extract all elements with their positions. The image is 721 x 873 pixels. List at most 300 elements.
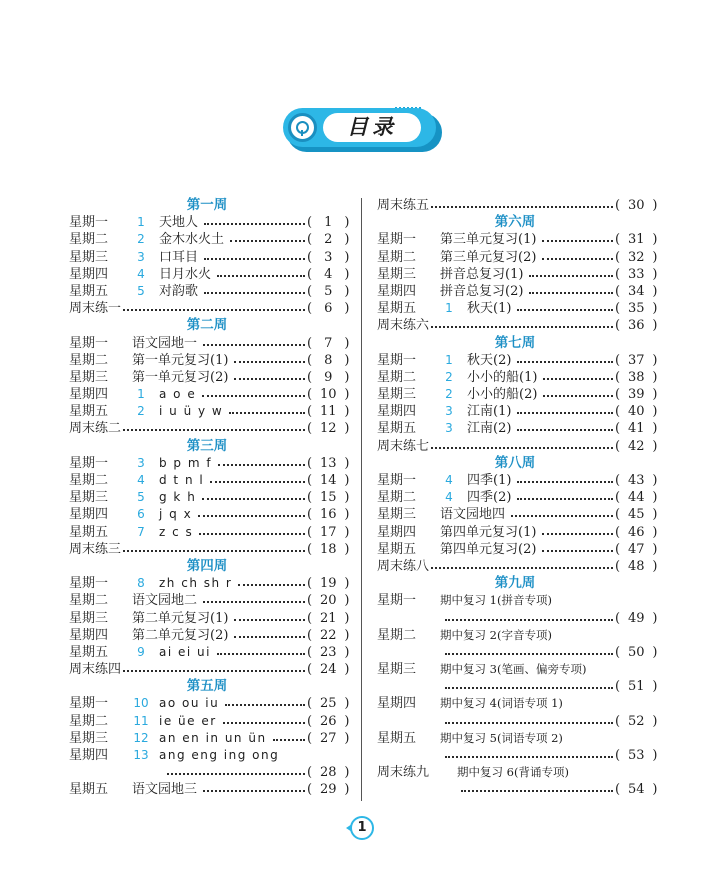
toc-entry (377, 266, 658, 283)
page-ref: ( 42 ) (615, 438, 658, 454)
week-heading: 第九周 (494, 575, 536, 592)
page-ref-number: 53 (627, 748, 645, 763)
dot-leader (529, 292, 613, 294)
entry-day: 星期二 (377, 490, 417, 506)
page-ref: ( 32 ) (615, 249, 658, 265)
toc-entry (377, 764, 653, 781)
dot-leader (445, 756, 613, 758)
toc-entry (69, 352, 350, 369)
entry-title: 秋天(1) (467, 301, 512, 317)
dot-leader (199, 533, 305, 535)
week-heading: 第六周 (494, 214, 536, 231)
lesson-number: 4 (137, 266, 145, 281)
page-ref-number: 17 (319, 524, 337, 540)
entry-day: 星期五 (69, 283, 109, 299)
toc-entry (69, 661, 350, 678)
page-ref-number: 35 (627, 301, 645, 317)
entry-day: 周末练一 (69, 301, 122, 317)
entry-day: 星期一 (69, 335, 109, 351)
page-ref: ( 39 ) (615, 387, 658, 403)
toc-entry (69, 420, 350, 437)
entry-day: 星期五 (377, 730, 417, 746)
page-ref: ( 14 ) (307, 473, 350, 488)
toc-entry (69, 541, 350, 558)
toc-entry (377, 541, 658, 558)
entry-title: a o e (159, 387, 197, 402)
entry-day: 星期五 (69, 644, 109, 660)
dot-leader (234, 636, 305, 638)
page-ref: ( 37 ) (615, 352, 658, 368)
toc-entry (69, 231, 350, 248)
title-badge (283, 108, 443, 153)
week-heading: 第四周 (186, 557, 228, 574)
page-ref: ( 54 ) (615, 782, 658, 798)
toc-entry (69, 472, 350, 489)
page-ref: ( 25 ) (307, 696, 350, 712)
week-heading: 第五周 (186, 678, 228, 695)
dot-leader (517, 361, 613, 363)
page-ref-number: 52 (627, 713, 645, 729)
entry-day: 星期五 (69, 404, 109, 420)
page-ref-number: 43 (627, 473, 645, 488)
dot-leader (542, 533, 613, 535)
entry-day: 星期二 (69, 713, 109, 729)
page-ref: ( 46 ) (615, 524, 658, 540)
entry-day: 星期二 (377, 249, 417, 265)
dot-leader (203, 601, 305, 603)
toc-entry (69, 489, 350, 506)
toc-entry (69, 506, 350, 523)
toc-entry (377, 352, 658, 369)
lesson-number: 4 (445, 473, 453, 487)
entry-day: 星期三 (377, 662, 417, 678)
page-ref-number: 47 (627, 541, 645, 557)
entry-day: 星期三 (69, 730, 109, 746)
dot-leader (204, 223, 305, 225)
page-ref-number: 14 (319, 473, 337, 488)
page-ref-number: 10 (319, 387, 337, 403)
page-ref: ( 30 ) (615, 198, 658, 213)
page-ref-number: 22 (319, 627, 337, 643)
page-ref: ( 34 ) (615, 283, 658, 299)
toc-entry (69, 781, 350, 798)
entry-title: j q x (159, 507, 193, 522)
entry-day: 星期三 (69, 610, 109, 626)
dot-leader (223, 722, 305, 724)
entry-title: b p m f (159, 455, 213, 470)
page-ref-number: 19 (319, 576, 337, 592)
entry-title: 天地人 (159, 215, 199, 231)
lesson-number: 2 (137, 404, 145, 419)
dot-leader (517, 429, 613, 431)
entry-day: 周末练六 (377, 318, 430, 334)
toc-entry (69, 335, 350, 352)
page-ref: ( 4 ) (307, 266, 350, 282)
dot-leader (431, 206, 613, 208)
entry-day: 星期二 (377, 627, 417, 643)
toc-entry-continued (377, 610, 658, 627)
page-ref: ( 45 ) (615, 507, 658, 523)
entry-day: 星期五 (69, 524, 109, 540)
page-ref-number: 11 (319, 404, 337, 420)
toc-entry (377, 627, 653, 644)
toc-entry (377, 231, 658, 248)
page-ref-number: 39 (627, 387, 645, 403)
lesson-number: 10 (133, 696, 149, 711)
page-ref: ( 18 ) (307, 541, 350, 557)
entry-title: 对韵歌 (159, 283, 199, 299)
dot-leader (203, 790, 305, 792)
toc-entry (377, 369, 658, 386)
toc-entry (69, 575, 350, 592)
dot-leader (230, 240, 305, 242)
toc-entry (69, 283, 350, 300)
page-ref-number: 51 (627, 679, 645, 695)
page-ref: ( 41 ) (615, 421, 658, 437)
column-divider (361, 198, 362, 801)
dot-leader (202, 498, 305, 500)
entry-day: 周末练二 (69, 421, 122, 437)
dot-leader (123, 309, 305, 311)
dot-leader (204, 292, 305, 294)
entry-day: 星期三 (69, 249, 109, 265)
entry-day: 星期五 (377, 421, 417, 437)
entry-title: z c s (159, 524, 194, 539)
entry-title: 第一单元复习(2) (132, 369, 229, 385)
entry-day: 星期四 (69, 627, 109, 643)
entry-title: 日月水火 (159, 266, 212, 282)
entry-title: 拼音总复习(1) (440, 266, 524, 282)
page-ref-number: 23 (319, 644, 337, 660)
toc-entry (69, 644, 350, 661)
page-ref: ( 19 ) (307, 576, 350, 592)
entry-title: 四季(1) (467, 473, 512, 488)
page-ref: ( 51 ) (615, 679, 658, 695)
entry-title: d t n l (159, 473, 205, 487)
entry-title: 小小的船(2) (467, 387, 538, 403)
entry-day: 星期一 (69, 696, 109, 712)
dot-leader (542, 550, 613, 552)
entry-title: 期中复习 3(笔画、偏旁专项) (440, 662, 587, 677)
entry-day: 星期四 (377, 404, 417, 420)
entry-title: 第四单元复习(2) (440, 541, 537, 557)
dot-leader (225, 704, 305, 706)
dot-leader (445, 619, 613, 621)
toc-entry (377, 386, 658, 403)
page-ref-number: 7 (324, 335, 333, 351)
toc-entry (69, 695, 350, 712)
entry-title: 第三单元复习(2) (440, 249, 537, 265)
entry-title: 第二单元复习(2) (132, 627, 229, 643)
page-ref: ( 50 ) (615, 644, 658, 660)
lesson-number: 8 (137, 576, 145, 591)
dot-leader (543, 395, 613, 397)
page-ref: ( 2 ) (307, 232, 350, 248)
entry-day: 星期一 (377, 232, 417, 248)
dot-leader (210, 481, 305, 483)
dot-leader (445, 722, 613, 724)
page-ref: ( 31 ) (615, 232, 658, 248)
page-ref-number: 8 (324, 352, 333, 368)
entry-title: 期中复习 1(拼音专项) (440, 593, 552, 608)
page-ref: ( 11 ) (307, 404, 350, 420)
dot-leader (517, 498, 613, 500)
dot-leader (431, 447, 613, 449)
page-ref-number: 9 (324, 369, 333, 385)
page-ref-number: 29 (319, 782, 337, 798)
entry-title: 语文园地三 (132, 782, 198, 798)
page-ref: ( 28 ) (307, 765, 350, 781)
page-ref-number: 31 (627, 232, 645, 248)
lesson-number: 3 (445, 421, 453, 436)
page-ref-number: 37 (627, 352, 645, 368)
page-ref: ( 6 ) (307, 301, 350, 317)
dot-leader (204, 258, 305, 260)
lesson-number: 3 (137, 249, 145, 264)
page-ref-number: 49 (627, 610, 645, 626)
toc-entry (69, 455, 350, 472)
entry-title: ao ou iu (159, 696, 220, 711)
toc-right-column (377, 197, 658, 799)
page-ref: ( 10 ) (307, 387, 350, 403)
dot-leader (234, 619, 305, 621)
toc-entry (69, 403, 350, 420)
toc-entry (69, 627, 350, 644)
entry-day: 周末练三 (69, 541, 122, 557)
page-ref: ( 22 ) (307, 627, 350, 643)
entry-day: 星期四 (69, 748, 109, 763)
entry-day: 星期一 (69, 215, 109, 231)
entry-title: 第三单元复习(1) (440, 232, 537, 248)
toc-entry (377, 249, 658, 266)
page-ref-number: 2 (324, 232, 333, 248)
lesson-number: 12 (133, 730, 149, 745)
entry-title: an en in un ün (159, 730, 267, 745)
toc-entry (69, 747, 345, 764)
week-heading: 第七周 (494, 334, 536, 351)
dot-leader (431, 326, 613, 328)
entry-title: 期中复习 6(背诵专项) (457, 765, 569, 780)
entry-day: 星期一 (69, 455, 109, 471)
entry-day: 星期三 (69, 369, 109, 385)
page-ref-number: 45 (627, 507, 645, 523)
page-ref: ( 36 ) (615, 318, 658, 334)
toc-entry (377, 283, 658, 300)
dot-leader (217, 653, 305, 655)
lesson-number: 1 (445, 352, 453, 367)
page-ref-number: 48 (627, 558, 645, 574)
page-ref: ( 40 ) (615, 404, 658, 420)
page-ref: ( 7 ) (307, 335, 350, 351)
page-ref-number: 24 (319, 662, 337, 678)
toc-entry (69, 730, 350, 747)
dot-leader (431, 567, 613, 569)
page-ref: ( 47 ) (615, 541, 658, 557)
entry-day: 星期二 (69, 232, 109, 248)
page-ref: ( 44 ) (615, 490, 658, 506)
entry-title: 第四单元复习(1) (440, 524, 537, 540)
entry-day: 星期一 (377, 473, 417, 488)
lesson-number: 11 (133, 713, 149, 728)
dot-leader (517, 412, 613, 414)
page-ref: ( 13 ) (307, 455, 350, 471)
toc-entry (69, 713, 350, 730)
entry-day: 周末练五 (377, 198, 430, 213)
toc-entry (377, 403, 658, 420)
page-ref-number: 54 (627, 782, 645, 798)
lesson-number: 2 (445, 387, 453, 402)
entry-day: 星期四 (69, 266, 109, 282)
entry-day: 星期三 (69, 490, 109, 506)
page-ref: ( 24 ) (307, 662, 350, 678)
toc-entry (377, 524, 658, 541)
toc-entry-continued (377, 678, 658, 695)
toc-entry (377, 489, 658, 506)
lesson-number: 4 (137, 473, 145, 487)
lesson-number: 1 (445, 301, 453, 316)
page-ref-number: 33 (627, 266, 645, 282)
toc-entry (377, 695, 653, 712)
entry-title: 小小的船(1) (467, 369, 538, 385)
toc-entry (377, 472, 658, 489)
lesson-number: 2 (137, 232, 145, 247)
toc-entry (377, 317, 658, 334)
page-ref-number: 50 (627, 644, 645, 660)
dot-leader (217, 275, 305, 277)
dot-leader (123, 429, 305, 431)
dot-leader (461, 790, 613, 792)
lesson-number: 3 (137, 455, 145, 470)
dot-leader (238, 584, 305, 586)
entry-day: 周末练四 (69, 662, 122, 678)
page-ref-number: 21 (319, 610, 337, 626)
dot-leader (202, 395, 305, 397)
entry-day: 星期四 (69, 507, 109, 523)
page-ref-number: 28 (319, 765, 337, 781)
title-label-box (323, 113, 421, 142)
toc-left-column (69, 197, 350, 799)
toc-entry-continued (377, 781, 658, 798)
page-ref-number: 5 (324, 283, 333, 299)
week-heading: 第三周 (186, 437, 228, 454)
page-title: 目录 (347, 115, 397, 139)
toc-entry (69, 386, 350, 403)
keyhole-icon (288, 113, 317, 142)
page-ref-number: 44 (627, 490, 645, 506)
page-ref: ( 49 ) (615, 610, 658, 626)
page-ref: ( 16 ) (307, 507, 350, 523)
dot-leader (229, 412, 305, 414)
dot-leader (543, 378, 613, 380)
entry-day: 星期四 (69, 387, 109, 403)
entry-title: 四季(2) (467, 490, 512, 506)
entry-title: 第二单元复习(1) (132, 610, 229, 626)
page-ref-number: 4 (324, 266, 333, 282)
page-ref: ( 17 ) (307, 524, 350, 540)
toc-entry-continued (377, 747, 658, 764)
toc-entry (377, 300, 658, 317)
toc-entry-continued (377, 644, 658, 661)
page-ref: ( 52 ) (615, 713, 658, 729)
entry-title: 金木水火土 (159, 232, 225, 248)
lesson-number: 1 (137, 215, 145, 230)
page-ref: ( 43 ) (615, 473, 658, 488)
entry-title: 期中复习 2(字音专项) (440, 627, 552, 642)
toc-entry (69, 266, 350, 283)
toc-entry (69, 369, 350, 386)
page-ref: ( 26 ) (307, 713, 350, 729)
toc-entry (377, 661, 653, 678)
page-ref-number: 1 (324, 215, 333, 231)
week-heading: 第八周 (494, 454, 536, 471)
entry-day: 星期三 (377, 266, 417, 282)
toc-entry (69, 249, 350, 266)
page-ref-number: 15 (319, 490, 337, 506)
page-ref: ( 35 ) (615, 301, 658, 317)
lesson-number: 9 (137, 644, 145, 659)
page-ref: ( 29 ) (307, 782, 350, 798)
dot-leader (445, 653, 613, 655)
entry-day: 星期一 (377, 593, 417, 609)
entry-day: 星期一 (69, 576, 109, 592)
page-ref-number: 46 (627, 524, 645, 540)
page-ref: ( 38 ) (615, 369, 658, 385)
entry-title: 期中复习 4(词语专项 1) (440, 696, 563, 711)
entry-title: ang eng ing ong (159, 748, 280, 762)
toc-entry (69, 524, 350, 541)
entry-title: zh ch sh r (159, 576, 233, 591)
page-ref-number: 41 (627, 421, 645, 437)
entry-day: 星期五 (377, 541, 417, 557)
entry-title: 语文园地一 (132, 335, 198, 351)
page-ref-number: 27 (319, 730, 337, 746)
lesson-number: 3 (445, 404, 453, 419)
entry-day: 星期五 (377, 301, 417, 317)
dot-leader (273, 739, 305, 741)
toc-entry (69, 610, 350, 627)
page-ref-number: 3 (324, 249, 333, 265)
entry-title: 口耳目 (159, 249, 199, 265)
page-ref: ( 21 ) (307, 610, 350, 626)
entry-title: 江南(1) (467, 404, 512, 420)
page-ref: ( 27 ) (307, 730, 350, 746)
lesson-number: 6 (137, 507, 145, 522)
page-ref: ( 15 ) (307, 490, 350, 506)
page-ref: ( 23 ) (307, 644, 350, 660)
page-ref: ( 33 ) (615, 266, 658, 282)
lesson-number: 13 (133, 748, 149, 762)
entry-day: 周末练九 (377, 765, 430, 781)
lesson-number: 5 (137, 490, 145, 505)
entry-day: 星期三 (377, 387, 417, 403)
lesson-number: 5 (137, 283, 145, 298)
week-heading: 第二周 (186, 317, 228, 334)
entry-day: 星期三 (377, 507, 417, 523)
page-ref-number: 34 (627, 283, 645, 299)
page-ref: ( 53 ) (615, 748, 658, 763)
toc-entry (69, 300, 350, 317)
page-ref-number: 13 (319, 455, 337, 471)
dot-leader (529, 275, 613, 277)
page-ref-number: 16 (319, 507, 337, 523)
page-ref-number: 26 (319, 713, 337, 729)
page-ref-number: 6 (324, 301, 333, 317)
page-ref-number: 40 (627, 404, 645, 420)
page-number: 1 (350, 816, 374, 840)
page-ref: ( 12 ) (307, 421, 350, 437)
entry-title: 江南(2) (467, 421, 512, 437)
entry-title: 期中复习 5(词语专项 2) (440, 730, 563, 745)
